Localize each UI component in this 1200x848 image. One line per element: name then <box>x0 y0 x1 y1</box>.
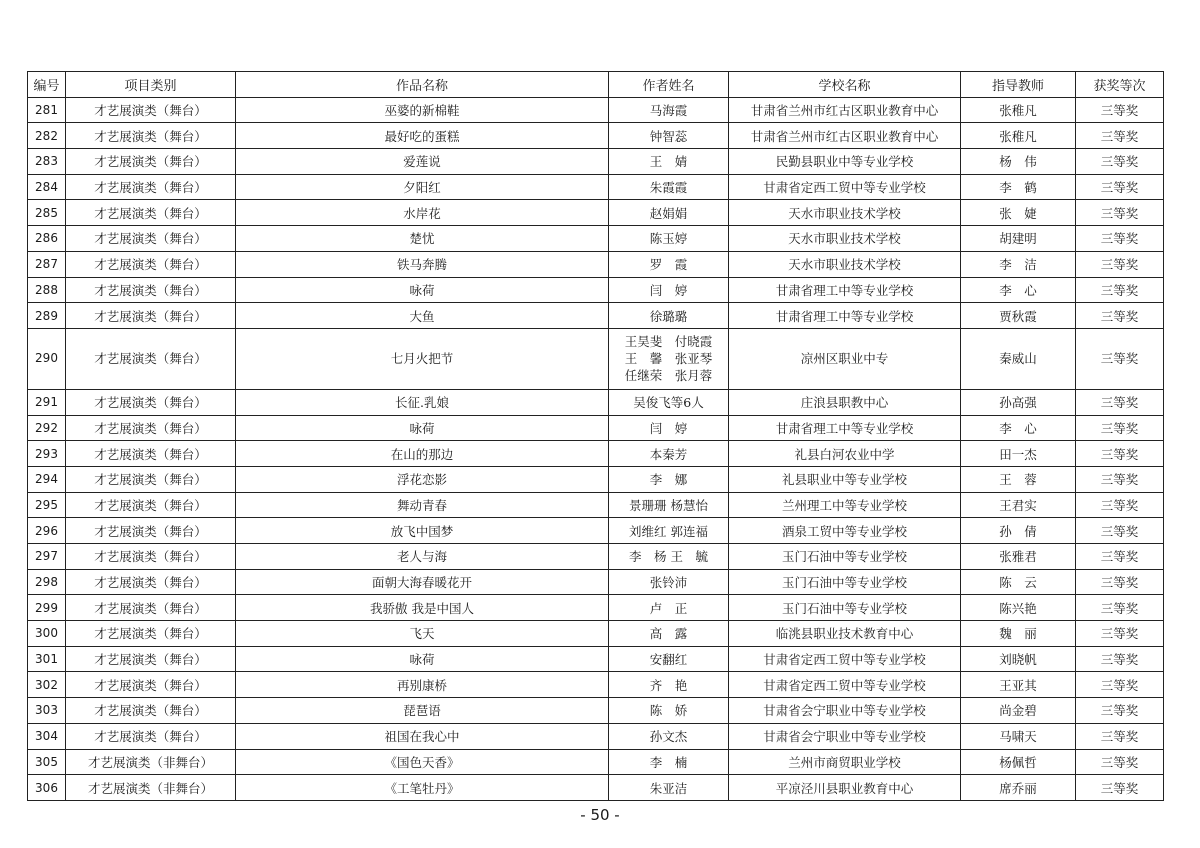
cell-number: 282 <box>28 123 66 149</box>
cell-school: 甘肃省兰州市红古区职业教育中心 <box>729 123 961 149</box>
cell-school: 临洮县职业技术教育中心 <box>729 621 961 647</box>
cell-category: 才艺展演类（舞台） <box>66 544 236 570</box>
author-name: 卢 正 <box>649 600 688 616</box>
cell-title: 夕阳红 <box>236 174 609 200</box>
cell-award: 三等奖 <box>1076 174 1164 200</box>
cell-teacher: 李 心 <box>961 277 1076 303</box>
cell-number: 288 <box>28 277 66 303</box>
cell-school: 玉门石油中等专业学校 <box>729 569 961 595</box>
table-row <box>28 672 1164 698</box>
cell-number: 293 <box>28 441 66 467</box>
cell-teacher: 孙 倩 <box>961 518 1076 544</box>
cell-number: 284 <box>28 174 66 200</box>
cell-title: 大鱼 <box>236 303 609 329</box>
table-row <box>28 441 1164 467</box>
cell-title: 老人与海 <box>236 544 609 570</box>
cell-author <box>609 749 729 775</box>
cell-award: 三等奖 <box>1076 441 1164 467</box>
cell-category: 才艺展演类（非舞台） <box>66 775 236 801</box>
cell-title: 《工笔牡丹》 <box>236 775 609 801</box>
author-name: 陈玉婷 <box>649 231 688 247</box>
cell-award: 三等奖 <box>1076 415 1164 441</box>
cell-number: 306 <box>28 775 66 801</box>
table-row <box>28 621 1164 647</box>
cell-number: 295 <box>28 492 66 518</box>
cell-author <box>609 569 729 595</box>
cell-award: 三等奖 <box>1076 646 1164 672</box>
author-name: 赵娟娟 <box>649 205 688 221</box>
author-name: 任继荣 张月蓉 <box>624 368 713 384</box>
cell-school: 玉门石油中等专业学校 <box>729 595 961 621</box>
cell-teacher: 贾秋霞 <box>961 303 1076 329</box>
table-row <box>28 544 1164 570</box>
cell-school: 平凉泾川县职业教育中心 <box>729 775 961 801</box>
cell-teacher: 王亚其 <box>961 672 1076 698</box>
cell-number: 289 <box>28 303 66 329</box>
cell-school: 甘肃省理工中等专业学校 <box>729 303 961 329</box>
cell-author <box>609 672 729 698</box>
cell-number: 303 <box>28 698 66 724</box>
cell-number: 299 <box>28 595 66 621</box>
cell-school: 甘肃省定西工贸中等专业学校 <box>729 646 961 672</box>
cell-category: 才艺展演类（舞台） <box>66 646 236 672</box>
cell-category: 才艺展演类（舞台） <box>66 569 236 595</box>
cell-award: 三等奖 <box>1076 775 1164 801</box>
table-row <box>28 595 1164 621</box>
header-author: 作者姓名 <box>609 72 729 98</box>
author-name: 罗 霞 <box>649 257 688 273</box>
author-name: 高 露 <box>649 626 688 642</box>
cell-teacher: 张 婕 <box>961 200 1076 226</box>
cell-category: 才艺展演类（舞台） <box>66 277 236 303</box>
cell-number: 305 <box>28 749 66 775</box>
cell-category: 才艺展演类（舞台） <box>66 466 236 492</box>
cell-title: 飞天 <box>236 621 609 647</box>
cell-author <box>609 646 729 672</box>
cell-school: 甘肃省会宁职业中等专业学校 <box>729 723 961 749</box>
cell-title: 《国色天香》 <box>236 749 609 775</box>
cell-category: 才艺展演类（舞台） <box>66 200 236 226</box>
table-row <box>28 749 1164 775</box>
cell-category: 才艺展演类（舞台） <box>66 303 236 329</box>
header-category: 项目类别 <box>66 72 236 98</box>
cell-author <box>609 149 729 175</box>
cell-category: 才艺展演类（舞台） <box>66 149 236 175</box>
author-name: 刘维红 郭连福 <box>629 523 708 539</box>
cell-teacher: 杨 伟 <box>961 149 1076 175</box>
table-row <box>28 646 1164 672</box>
cell-author <box>609 544 729 570</box>
header-row <box>28 72 1164 98</box>
cell-title: 放飞中国梦 <box>236 518 609 544</box>
cell-author <box>609 441 729 467</box>
cell-title: 在山的那边 <box>236 441 609 467</box>
cell-school: 兰州理工中等专业学校 <box>729 492 961 518</box>
table-row <box>28 200 1164 226</box>
cell-school: 天水市职业技术学校 <box>729 226 961 252</box>
author-name: 王昊斐 付晓霞 <box>624 334 713 350</box>
cell-teacher: 魏 丽 <box>961 621 1076 647</box>
cell-teacher: 杨佩哲 <box>961 749 1076 775</box>
author-name: 马海霞 <box>649 103 688 119</box>
author-name: 王 婧 <box>649 154 688 170</box>
cell-teacher: 张稚凡 <box>961 123 1076 149</box>
cell-title: 我骄傲 我是中国人 <box>236 595 609 621</box>
cell-award: 三等奖 <box>1076 518 1164 544</box>
cell-number: 291 <box>28 389 66 415</box>
cell-number: 287 <box>28 251 66 277</box>
author-name: 李 杨 王 毓 <box>629 549 708 565</box>
cell-school: 甘肃省兰州市红古区职业教育中心 <box>729 97 961 123</box>
cell-title: 水岸花 <box>236 200 609 226</box>
cell-number: 294 <box>28 466 66 492</box>
cell-award: 三等奖 <box>1076 277 1164 303</box>
cell-teacher: 胡建明 <box>961 226 1076 252</box>
cell-category: 才艺展演类（舞台） <box>66 492 236 518</box>
cell-school: 酒泉工贸中等专业学校 <box>729 518 961 544</box>
cell-author <box>609 277 729 303</box>
cell-category: 才艺展演类（舞台） <box>66 389 236 415</box>
cell-author <box>609 723 729 749</box>
cell-number: 300 <box>28 621 66 647</box>
table-row <box>28 123 1164 149</box>
table-row <box>28 723 1164 749</box>
table-body <box>28 97 1164 800</box>
author-name: 齐 艳 <box>649 677 688 693</box>
table-row <box>28 251 1164 277</box>
cell-award: 三等奖 <box>1076 200 1164 226</box>
cell-category: 才艺展演类（舞台） <box>66 251 236 277</box>
cell-school: 礼县职业中等专业学校 <box>729 466 961 492</box>
cell-school: 甘肃省定西工贸中等专业学校 <box>729 174 961 200</box>
author-name: 张铃沛 <box>649 575 688 591</box>
cell-category: 才艺展演类（舞台） <box>66 123 236 149</box>
cell-title: 咏荷 <box>236 415 609 441</box>
cell-author <box>609 415 729 441</box>
author-name: 安翻红 <box>649 652 688 668</box>
cell-author <box>609 492 729 518</box>
cell-award: 三等奖 <box>1076 328 1164 389</box>
header-title: 作品名称 <box>236 72 609 98</box>
cell-category: 才艺展演类（舞台） <box>66 698 236 724</box>
cell-author <box>609 200 729 226</box>
cell-award: 三等奖 <box>1076 97 1164 123</box>
cell-school: 凉州区职业中专 <box>729 328 961 389</box>
cell-teacher: 李 鹤 <box>961 174 1076 200</box>
cell-award: 三等奖 <box>1076 492 1164 518</box>
author-name: 朱霞霞 <box>649 180 688 196</box>
cell-award: 三等奖 <box>1076 698 1164 724</box>
table-row <box>28 303 1164 329</box>
cell-title: 七月火把节 <box>236 328 609 389</box>
cell-author <box>609 595 729 621</box>
award-table <box>27 71 1164 801</box>
header-school: 学校名称 <box>729 72 961 98</box>
cell-category: 才艺展演类（舞台） <box>66 174 236 200</box>
cell-title: 咏荷 <box>236 646 609 672</box>
cell-title: 浮花恋影 <box>236 466 609 492</box>
cell-teacher: 张雅君 <box>961 544 1076 570</box>
cell-teacher: 王 蓉 <box>961 466 1076 492</box>
cell-author <box>609 698 729 724</box>
cell-number: 302 <box>28 672 66 698</box>
cell-number: 290 <box>28 328 66 389</box>
cell-author <box>609 389 729 415</box>
cell-award: 三等奖 <box>1076 544 1164 570</box>
cell-title: 铁马奔腾 <box>236 251 609 277</box>
table-row <box>28 328 1164 389</box>
cell-author <box>609 251 729 277</box>
cell-category: 才艺展演类（舞台） <box>66 415 236 441</box>
cell-title: 楚忧 <box>236 226 609 252</box>
cell-award: 三等奖 <box>1076 466 1164 492</box>
cell-category: 才艺展演类（舞台） <box>66 328 236 389</box>
cell-number: 301 <box>28 646 66 672</box>
cell-award: 三等奖 <box>1076 621 1164 647</box>
author-name: 徐璐璐 <box>649 308 688 324</box>
cell-school: 甘肃省理工中等专业学校 <box>729 415 961 441</box>
cell-teacher: 李 洁 <box>961 251 1076 277</box>
cell-title: 长征.乳娘 <box>236 389 609 415</box>
cell-title: 面朝大海春暖花开 <box>236 569 609 595</box>
cell-award: 三等奖 <box>1076 569 1164 595</box>
cell-number: 304 <box>28 723 66 749</box>
author-name: 闫 婷 <box>649 420 688 436</box>
cell-school: 兰州市商贸职业学校 <box>729 749 961 775</box>
cell-category: 才艺展演类（舞台） <box>66 672 236 698</box>
cell-author <box>609 466 729 492</box>
table-row <box>28 415 1164 441</box>
cell-award: 三等奖 <box>1076 389 1164 415</box>
cell-category: 才艺展演类（舞台） <box>66 723 236 749</box>
table-row <box>28 518 1164 544</box>
cell-category: 才艺展演类（非舞台） <box>66 749 236 775</box>
table-row <box>28 389 1164 415</box>
cell-category: 才艺展演类（舞台） <box>66 97 236 123</box>
author-name: 孙文杰 <box>649 729 688 745</box>
cell-award: 三等奖 <box>1076 672 1164 698</box>
cell-title: 咏荷 <box>236 277 609 303</box>
cell-teacher: 秦威山 <box>961 328 1076 389</box>
cell-award: 三等奖 <box>1076 149 1164 175</box>
cell-number: 281 <box>28 97 66 123</box>
cell-number: 286 <box>28 226 66 252</box>
cell-number: 296 <box>28 518 66 544</box>
cell-school: 甘肃省会宁职业中等专业学校 <box>729 698 961 724</box>
table-row <box>28 277 1164 303</box>
cell-school: 庄浪县职教中心 <box>729 389 961 415</box>
cell-teacher: 刘晓帆 <box>961 646 1076 672</box>
cell-number: 292 <box>28 415 66 441</box>
cell-school: 天水市职业技术学校 <box>729 251 961 277</box>
cell-author <box>609 328 729 389</box>
cell-school: 甘肃省定西工贸中等专业学校 <box>729 672 961 698</box>
author-name: 李 楠 <box>649 754 688 770</box>
cell-teacher: 张稚凡 <box>961 97 1076 123</box>
cell-number: 283 <box>28 149 66 175</box>
cell-title: 再别康桥 <box>236 672 609 698</box>
cell-school: 玉门石油中等专业学校 <box>729 544 961 570</box>
cell-title: 舞动青春 <box>236 492 609 518</box>
cell-teacher: 马啸天 <box>961 723 1076 749</box>
table-row <box>28 97 1164 123</box>
cell-teacher: 孙高强 <box>961 389 1076 415</box>
table-row <box>28 775 1164 801</box>
author-name: 朱亚洁 <box>649 780 688 796</box>
cell-teacher: 王君实 <box>961 492 1076 518</box>
cell-author <box>609 174 729 200</box>
author-name: 李 娜 <box>649 472 688 488</box>
author-name: 王 馨 张亚琴 <box>624 351 713 367</box>
cell-teacher: 陈 云 <box>961 569 1076 595</box>
table-row <box>28 698 1164 724</box>
cell-author <box>609 518 729 544</box>
cell-author <box>609 775 729 801</box>
header-teacher: 指导教师 <box>961 72 1076 98</box>
cell-award: 三等奖 <box>1076 303 1164 329</box>
cell-teacher: 田一杰 <box>961 441 1076 467</box>
cell-number: 285 <box>28 200 66 226</box>
cell-award: 三等奖 <box>1076 123 1164 149</box>
table-row <box>28 569 1164 595</box>
cell-award: 三等奖 <box>1076 723 1164 749</box>
cell-school: 天水市职业技术学校 <box>729 200 961 226</box>
page-number: - 50 - <box>580 806 620 824</box>
cell-school: 民勤县职业中等专业学校 <box>729 149 961 175</box>
table-row <box>28 492 1164 518</box>
cell-school: 甘肃省理工中等专业学校 <box>729 277 961 303</box>
cell-author <box>609 303 729 329</box>
table-row <box>28 226 1164 252</box>
cell-award: 三等奖 <box>1076 226 1164 252</box>
cell-title: 琵琶语 <box>236 698 609 724</box>
table-row <box>28 174 1164 200</box>
cell-teacher: 尚金碧 <box>961 698 1076 724</box>
cell-title: 祖国在我心中 <box>236 723 609 749</box>
cell-award: 三等奖 <box>1076 595 1164 621</box>
cell-award: 三等奖 <box>1076 251 1164 277</box>
cell-category: 才艺展演类（舞台） <box>66 226 236 252</box>
cell-school: 礼县白河农业中学 <box>729 441 961 467</box>
header-number: 编号 <box>28 72 66 98</box>
author-name: 本秦芳 <box>649 446 688 462</box>
table-row <box>28 466 1164 492</box>
cell-category: 才艺展演类（舞台） <box>66 595 236 621</box>
cell-number: 297 <box>28 544 66 570</box>
cell-category: 才艺展演类（舞台） <box>66 441 236 467</box>
author-name: 景珊珊 杨慧怡 <box>629 497 708 513</box>
author-name: 吴俊飞等6人 <box>633 395 704 411</box>
cell-title: 巫婆的新棉鞋 <box>236 97 609 123</box>
author-name: 陈 娇 <box>649 703 688 719</box>
cell-author <box>609 226 729 252</box>
cell-category: 才艺展演类（舞台） <box>66 518 236 544</box>
cell-teacher: 李 心 <box>961 415 1076 441</box>
cell-author <box>609 97 729 123</box>
cell-number: 298 <box>28 569 66 595</box>
header-award: 获奖等次 <box>1076 72 1164 98</box>
cell-award: 三等奖 <box>1076 749 1164 775</box>
cell-teacher: 席乔丽 <box>961 775 1076 801</box>
author-name: 钟智蕊 <box>649 128 688 144</box>
cell-teacher: 陈兴艳 <box>961 595 1076 621</box>
cell-author <box>609 123 729 149</box>
cell-title: 爱莲说 <box>236 149 609 175</box>
author-name: 闫 婷 <box>649 282 688 298</box>
table-row <box>28 149 1164 175</box>
cell-category: 才艺展演类（舞台） <box>66 621 236 647</box>
cell-author <box>609 621 729 647</box>
cell-title: 最好吃的蛋糕 <box>236 123 609 149</box>
